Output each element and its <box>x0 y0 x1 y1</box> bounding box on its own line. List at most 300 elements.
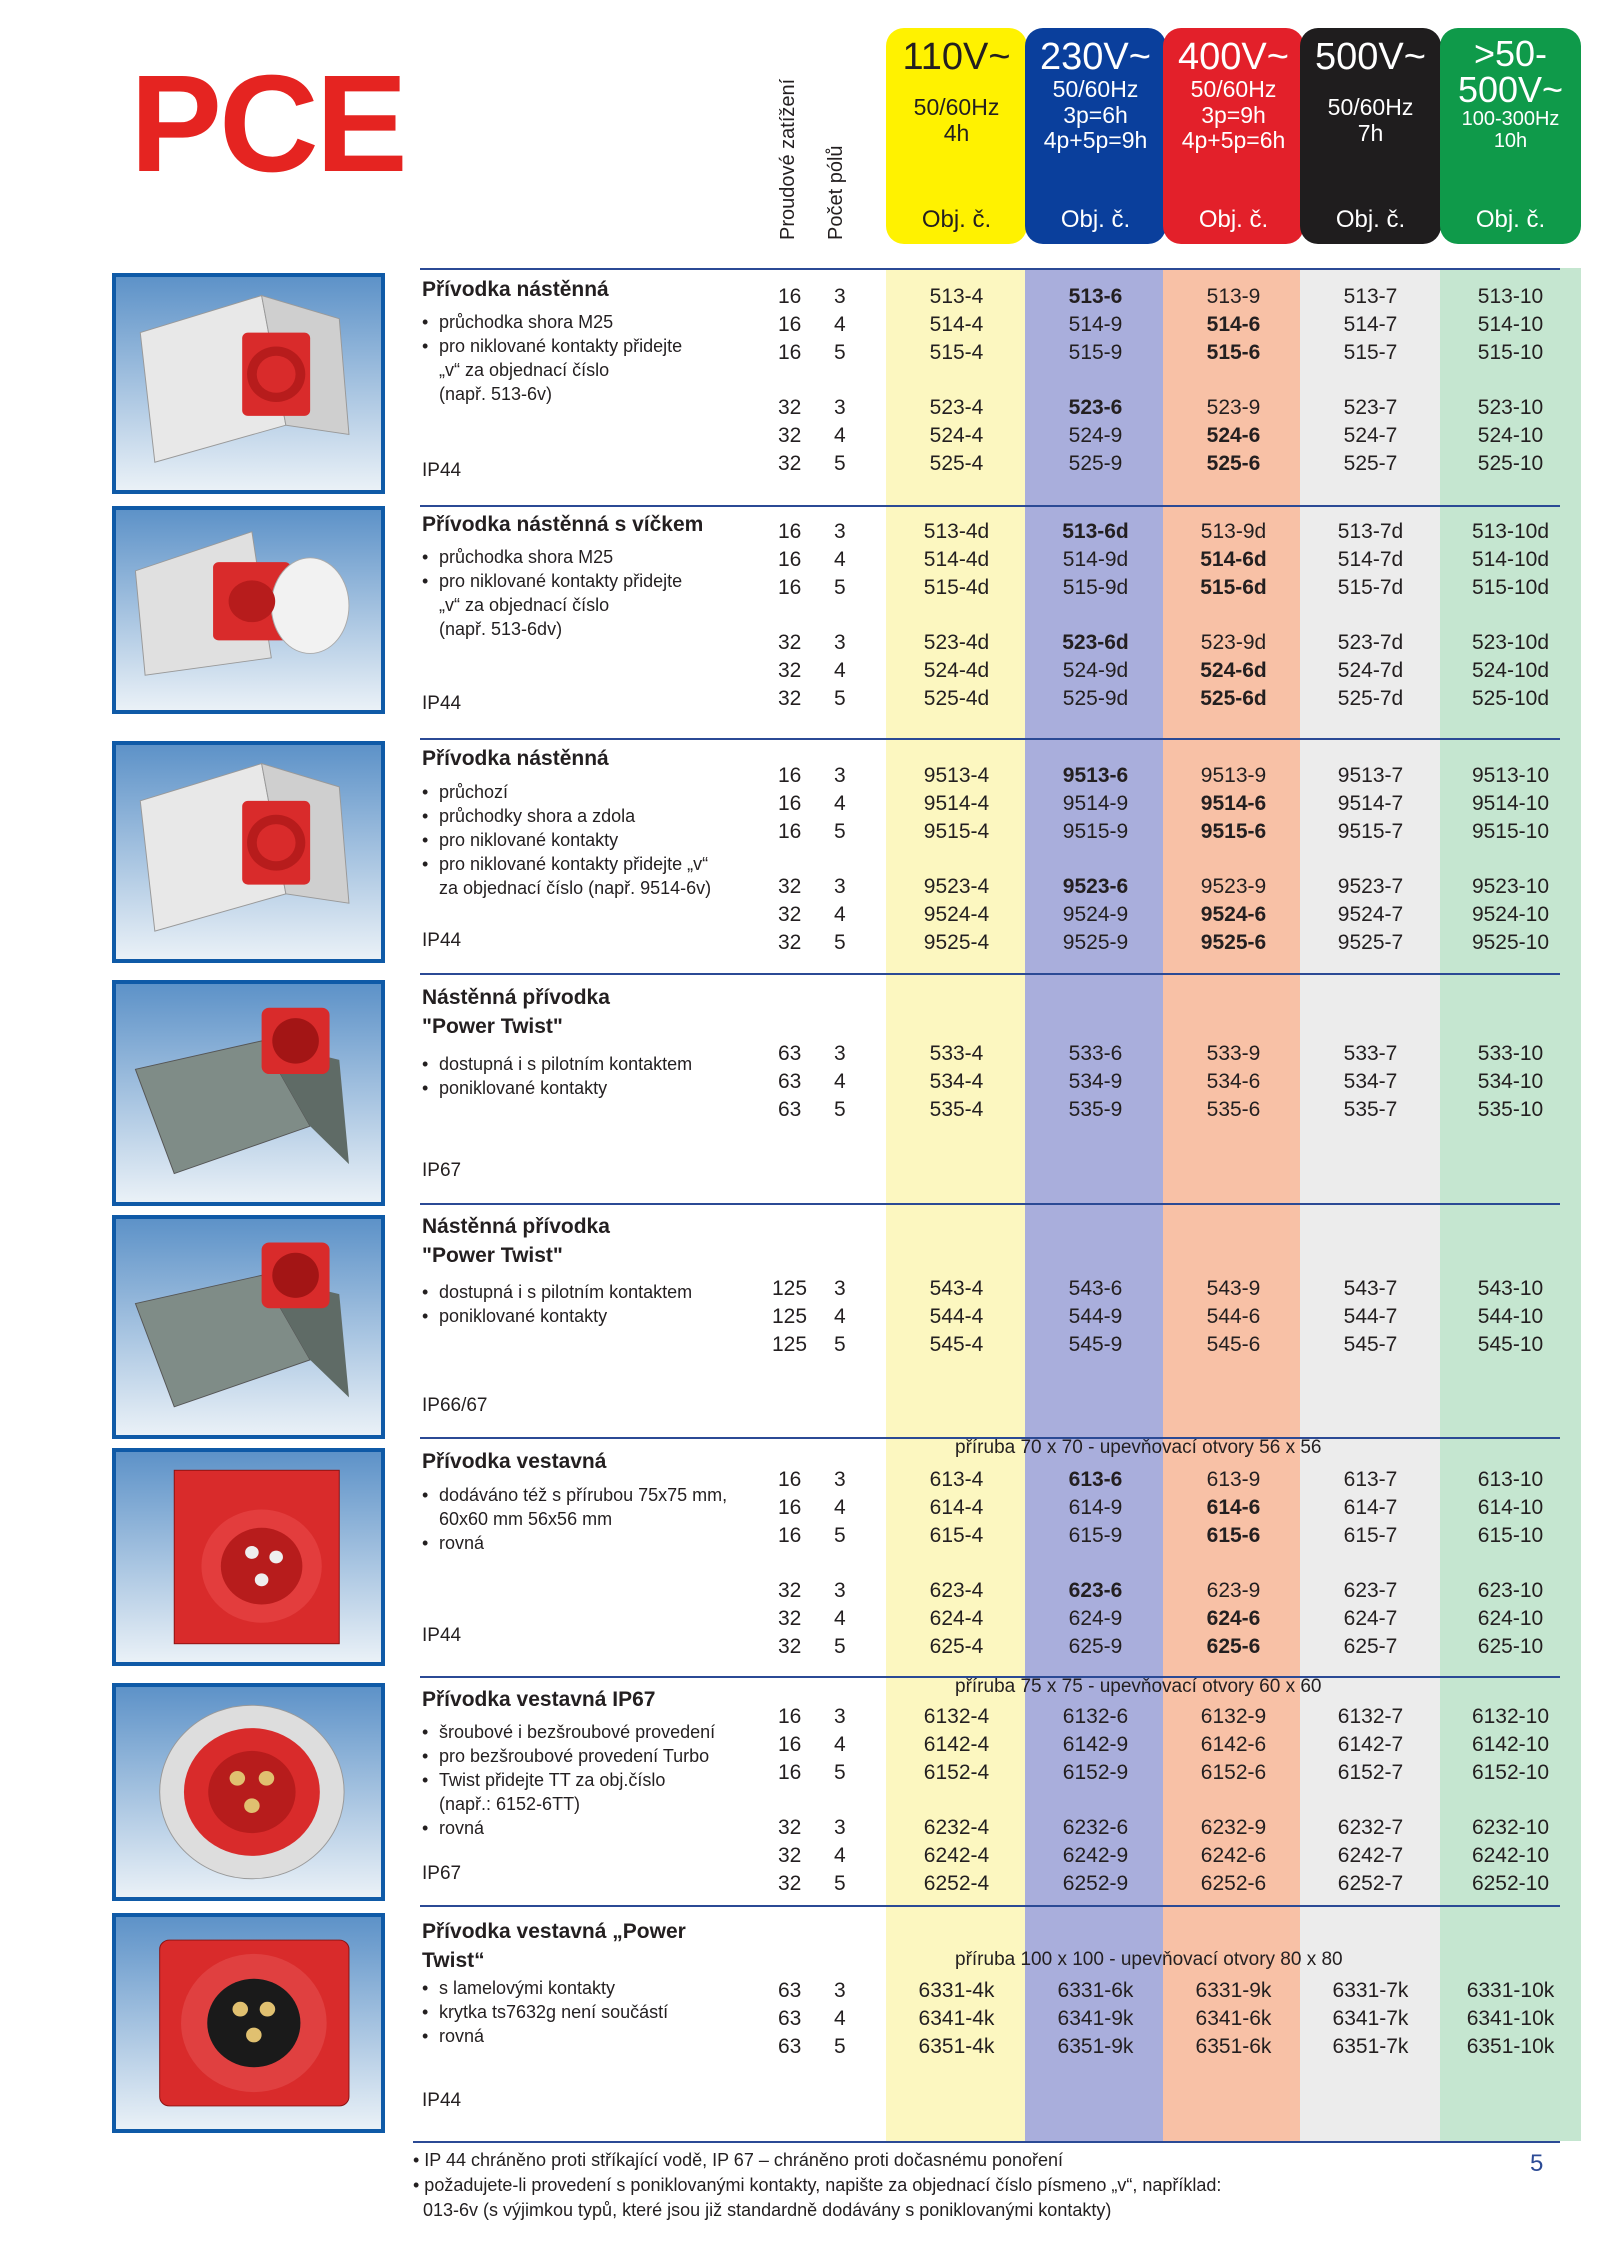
pole-count: 4 <box>834 1070 846 1093</box>
feature-item: • průchodka shora M25 <box>422 310 752 334</box>
product-features <box>422 780 752 900</box>
order-code: 545-4 <box>929 1333 984 1356</box>
feature-item: • průchozí <box>422 780 752 804</box>
voltage-label: 230V~ <box>1040 36 1151 78</box>
voltage-header-2 <box>1163 28 1304 244</box>
order-code: 524-6d <box>1200 659 1267 682</box>
order-code: 625-7 <box>1343 1635 1398 1658</box>
order-code: 513-10d <box>1471 520 1550 543</box>
ip-rating: IP66/67 <box>422 1395 488 1416</box>
order-code: 623-6 <box>1068 1579 1123 1602</box>
current-rating: 63 <box>778 2035 802 2058</box>
order-code: 514-6 <box>1206 313 1261 336</box>
product-title: Přívodka vestavná „Power Twist“ <box>422 1920 686 1972</box>
current-rating: 16 <box>778 764 802 787</box>
order-code: 523-9 <box>1206 396 1261 419</box>
current-rating: 16 <box>778 341 802 364</box>
order-code: 9514-10 <box>1471 792 1550 815</box>
order-code: 524-10 <box>1477 424 1544 447</box>
current-rating: 63 <box>778 1042 802 1065</box>
order-code: 515-6d <box>1200 576 1267 599</box>
frequency-label: 50/60Hz 3p=9h 4p+5p=6h <box>1181 75 1286 154</box>
order-code: 614-9 <box>1068 1496 1123 1519</box>
order-code: 6232-10 <box>1471 1816 1550 1839</box>
order-code: 544-10 <box>1477 1305 1544 1328</box>
section-divider <box>420 505 1560 507</box>
order-code: 533-7 <box>1343 1042 1398 1065</box>
pole-count: 3 <box>834 1816 846 1839</box>
order-code: 524-7 <box>1343 424 1398 447</box>
order-number-label: Obj. č. <box>1475 206 1546 233</box>
order-code: 535-10 <box>1477 1098 1544 1121</box>
product-photo <box>112 1683 385 1901</box>
feature-item: • pro bezšroubové provedení Turbo <box>422 1744 752 1768</box>
order-code: 6232-6 <box>1062 1816 1129 1839</box>
voltage-label: >50- 500V~ <box>1457 33 1564 110</box>
current-rating: 16 <box>778 1524 802 1547</box>
pole-count: 5 <box>834 1524 846 1547</box>
order-code: 513-6d <box>1062 520 1129 543</box>
product-features <box>422 1052 752 1100</box>
current-rating: 32 <box>778 1579 802 1602</box>
order-code: 624-7 <box>1343 1607 1398 1630</box>
order-code: 525-4 <box>929 452 984 475</box>
order-code: 6351-6k <box>1195 2035 1272 2058</box>
feature-item: (např. 513-6v) <box>439 384 553 404</box>
order-code: 514-9d <box>1062 548 1129 571</box>
order-code: 9524-7 <box>1337 903 1404 926</box>
order-code: 524-4 <box>929 424 984 447</box>
frequency-label: 50/60Hz 3p=6h 4p+5p=9h <box>1043 75 1148 154</box>
ip-rating: IP67 <box>422 1863 462 1884</box>
order-code: 523-4d <box>923 631 990 654</box>
current-rating-header: Proudové zatížení <box>777 78 799 240</box>
product-features <box>422 1976 752 2048</box>
order-code: 525-4d <box>923 687 990 710</box>
flange-note: příruba 100 x 100 - upevňovací otvory 80 x 80 <box>955 1949 1343 1970</box>
order-number-label: Obj. č. <box>1198 206 1269 233</box>
product-photo <box>112 741 385 963</box>
order-code: 9515-4 <box>923 820 990 843</box>
pole-count: 4 <box>834 2007 846 2030</box>
order-code: 515-7 <box>1343 341 1398 364</box>
order-code: 6252-4 <box>923 1872 990 1895</box>
order-code: 9515-9 <box>1062 820 1129 843</box>
order-code: 623-10 <box>1477 1579 1544 1602</box>
order-code: 514-4 <box>929 313 984 336</box>
order-code: 535-4 <box>929 1098 984 1121</box>
order-code: 6341-6k <box>1195 2007 1272 2030</box>
order-code: 534-7 <box>1343 1070 1398 1093</box>
order-number-label: Obj. č. <box>1060 206 1131 233</box>
section-divider <box>420 738 1560 740</box>
order-code: 614-4 <box>929 1496 984 1519</box>
pole-count: 5 <box>834 452 846 475</box>
order-code: 625-10 <box>1477 1635 1544 1658</box>
feature-item: • rovná <box>422 1531 752 1555</box>
order-code: 523-6 <box>1068 396 1123 419</box>
flange-note: příruba 75 x 75 - upevňovací otvory 60 x 60 <box>955 1676 1322 1697</box>
current-rating: 63 <box>778 2007 802 2030</box>
order-code: 6152-9 <box>1062 1761 1129 1784</box>
order-code: 513-6 <box>1068 285 1123 308</box>
order-code: 6341-7k <box>1332 2007 1409 2030</box>
order-code: 544-7 <box>1343 1305 1398 1328</box>
pole-count: 4 <box>834 792 846 815</box>
feature-item: • průchodky shora a zdola <box>422 804 752 828</box>
order-code: 6232-4 <box>923 1816 990 1839</box>
order-code: 523-4 <box>929 396 984 419</box>
order-code: 543-7 <box>1343 1277 1398 1300</box>
product-features <box>422 1720 752 1840</box>
order-code: 534-10 <box>1477 1070 1544 1093</box>
order-code: 514-6d <box>1200 548 1267 571</box>
feature-item: „v“ za objednací číslo <box>439 360 610 380</box>
pole-count: 3 <box>834 1042 846 1065</box>
order-code: 6132-10 <box>1471 1705 1550 1728</box>
pole-count: 3 <box>834 396 846 419</box>
order-code: 9513-7 <box>1337 764 1404 787</box>
feature-item: „v“ za objednací číslo <box>439 595 610 615</box>
current-rating: 16 <box>778 576 802 599</box>
pole-count: 5 <box>834 931 846 954</box>
order-code: 625-4 <box>929 1635 984 1658</box>
order-code: 513-9 <box>1206 285 1261 308</box>
section-divider <box>420 268 1560 270</box>
order-code: 6242-9 <box>1062 1844 1129 1867</box>
ip-rating: IP44 <box>422 930 462 951</box>
current-rating: 16 <box>778 1761 802 1784</box>
product-features <box>422 1280 752 1328</box>
pole-count: 5 <box>834 576 846 599</box>
footer-note-ip: • IP 44 chráněno proti stříkající vodě, IP 67 – chráněno proti dočasnému ponoření <box>413 2150 1064 2170</box>
order-code: 6152-10 <box>1471 1761 1550 1784</box>
order-code: 523-6d <box>1062 631 1129 654</box>
product-features <box>422 310 752 406</box>
product-photo <box>112 506 385 714</box>
order-code: 9523-10 <box>1471 875 1550 898</box>
order-code: 9524-6 <box>1200 903 1267 926</box>
order-code: 613-10 <box>1477 1468 1544 1491</box>
order-code: 523-10d <box>1471 631 1550 654</box>
order-code: 6232-9 <box>1200 1816 1267 1839</box>
order-code: 9524-10 <box>1471 903 1550 926</box>
voltage-label: 110V~ <box>902 36 1011 78</box>
current-rating: 32 <box>778 1635 802 1658</box>
order-code: 6142-7 <box>1337 1733 1404 1756</box>
order-code: 615-4 <box>929 1524 984 1547</box>
pole-count: 3 <box>834 1705 846 1728</box>
current-rating: 63 <box>778 1098 802 1121</box>
voltage-header-0 <box>886 28 1027 244</box>
pole-count: 3 <box>834 285 846 308</box>
frequency-label: 50/60Hz 7h <box>1327 93 1414 146</box>
pole-count: 3 <box>834 1277 846 1300</box>
product-title: Nástěnná přívodka "Power Twist" <box>422 986 610 1038</box>
order-code: 9523-7 <box>1337 875 1404 898</box>
order-code: 623-4 <box>929 1579 984 1602</box>
feature-item: • pro niklované kontakty přidejte <box>422 334 752 358</box>
order-code: 513-7 <box>1343 285 1398 308</box>
order-number-label: Obj. č. <box>921 206 992 233</box>
order-code: 513-9d <box>1200 520 1267 543</box>
order-code: 6351-9k <box>1057 2035 1134 2058</box>
order-code: 9525-6 <box>1200 931 1267 954</box>
order-code: 525-7d <box>1337 687 1404 710</box>
current-rating: 125 <box>772 1333 808 1356</box>
order-code: 9514-6 <box>1200 792 1267 815</box>
product-photo <box>112 1448 385 1666</box>
order-code: 545-7 <box>1343 1333 1398 1356</box>
order-code: 513-4d <box>923 520 990 543</box>
order-code: 6252-10 <box>1471 1872 1550 1895</box>
current-rating: 125 <box>772 1305 808 1328</box>
order-code: 515-9 <box>1068 341 1123 364</box>
order-code: 523-9d <box>1200 631 1267 654</box>
order-code: 514-9 <box>1068 313 1123 336</box>
product-photo <box>112 1215 385 1439</box>
order-code: 523-10 <box>1477 396 1544 419</box>
pole-count: 4 <box>834 903 846 926</box>
order-code: 9514-4 <box>923 792 990 815</box>
feature-item: • pro niklované kontakty přidejte <box>422 569 752 593</box>
pole-count: 4 <box>834 1607 846 1630</box>
current-rating: 32 <box>778 903 802 926</box>
current-rating: 32 <box>778 687 802 710</box>
order-code: 6132-4 <box>923 1705 990 1728</box>
order-code: 515-9d <box>1062 576 1129 599</box>
pole-count: 3 <box>834 1979 846 2002</box>
current-rating: 32 <box>778 424 802 447</box>
current-rating: 32 <box>778 1607 802 1630</box>
order-code: 525-10 <box>1477 452 1544 475</box>
order-code: 9523-4 <box>923 875 990 898</box>
order-code: 534-6 <box>1206 1070 1261 1093</box>
order-code: 615-10 <box>1477 1524 1544 1547</box>
order-code: 624-10 <box>1477 1607 1544 1630</box>
footer-notes <box>413 2148 1221 2223</box>
current-rating: 16 <box>778 548 802 571</box>
order-code: 545-9 <box>1068 1333 1123 1356</box>
order-code: 6341-9k <box>1057 2007 1134 2030</box>
order-code: 515-10d <box>1471 576 1550 599</box>
order-code: 514-10 <box>1477 313 1544 336</box>
feature-item: (např.: 6152-6TT) <box>439 1794 581 1814</box>
order-code: 613-7 <box>1343 1468 1398 1491</box>
order-code: 9523-6 <box>1062 875 1129 898</box>
order-code: 9525-4 <box>923 931 990 954</box>
product-title: Přívodka vestavná <box>422 1450 607 1473</box>
current-rating: 16 <box>778 313 802 336</box>
pole-count-header: Počet pólů <box>825 145 847 240</box>
order-code: 615-6 <box>1206 1524 1261 1547</box>
current-rating: 32 <box>778 396 802 419</box>
ip-rating: IP67 <box>422 1160 462 1181</box>
order-code: 6152-4 <box>923 1761 990 1784</box>
order-code: 6351-4k <box>918 2035 995 2058</box>
voltage-header-3 <box>1300 28 1441 244</box>
order-code: 624-9 <box>1068 1607 1123 1630</box>
order-code: 6142-6 <box>1200 1733 1267 1756</box>
order-code: 513-7d <box>1337 520 1404 543</box>
pole-count: 3 <box>834 1579 846 1602</box>
order-code: 514-7 <box>1343 313 1398 336</box>
current-rating: 16 <box>778 1496 802 1519</box>
current-rating: 32 <box>778 875 802 898</box>
pole-count: 4 <box>834 1496 846 1519</box>
order-code: 535-7 <box>1343 1098 1398 1121</box>
order-code: 515-10 <box>1477 341 1544 364</box>
feature-item: • dostupná i s pilotním kontaktem <box>422 1280 752 1304</box>
feature-item: za objednací číslo (např. 9514-6v) <box>439 878 712 898</box>
order-code: 514-4d <box>923 548 990 571</box>
pole-count: 4 <box>834 424 846 447</box>
order-code: 525-6 <box>1206 452 1261 475</box>
order-code: 513-4 <box>929 285 984 308</box>
product-photo <box>112 1913 385 2133</box>
feature-item: • s lamelovými kontakty <box>422 1976 752 2000</box>
current-rating: 32 <box>778 1844 802 1867</box>
order-code: 614-6 <box>1206 1496 1261 1519</box>
order-code: 525-6d <box>1200 687 1267 710</box>
section-divider <box>420 973 1560 975</box>
order-code: 623-7 <box>1343 1579 1398 1602</box>
order-code: 543-9 <box>1206 1277 1261 1300</box>
order-code: 533-6 <box>1068 1042 1123 1065</box>
order-code: 6242-10 <box>1471 1844 1550 1867</box>
pole-count: 4 <box>834 1844 846 1867</box>
current-rating: 16 <box>778 1733 802 1756</box>
order-code: 524-9d <box>1062 659 1129 682</box>
order-code: 544-6 <box>1206 1305 1261 1328</box>
pole-count: 5 <box>834 1333 846 1356</box>
order-code: 614-7 <box>1343 1496 1398 1519</box>
order-code: 613-9 <box>1206 1468 1261 1491</box>
order-code: 6341-4k <box>918 2007 995 2030</box>
order-code: 523-7d <box>1337 631 1404 654</box>
order-code: 9515-7 <box>1337 820 1404 843</box>
section-divider <box>420 1203 1560 1205</box>
product-features <box>422 545 752 641</box>
order-code: 625-6 <box>1206 1635 1261 1658</box>
order-code: 9525-9 <box>1062 931 1129 954</box>
order-code: 6132-6 <box>1062 1705 1129 1728</box>
pole-count: 4 <box>834 1733 846 1756</box>
order-code: 9513-6 <box>1062 764 1129 787</box>
order-code: 533-4 <box>929 1042 984 1065</box>
order-code: 9514-9 <box>1062 792 1129 815</box>
pole-count: 5 <box>834 1098 846 1121</box>
order-code: 9513-10 <box>1471 764 1550 787</box>
order-code: 6252-6 <box>1200 1872 1267 1895</box>
order-code: 6142-4 <box>923 1733 990 1756</box>
order-code: 513-10 <box>1477 285 1544 308</box>
current-rating: 32 <box>778 452 802 475</box>
order-code: 615-9 <box>1068 1524 1123 1547</box>
order-code: 9524-4 <box>923 903 990 926</box>
order-code: 9525-7 <box>1337 931 1404 954</box>
order-code: 544-4 <box>929 1305 984 1328</box>
feature-item: • průchodka shora M25 <box>422 545 752 569</box>
order-code: 524-4d <box>923 659 990 682</box>
order-code: 543-6 <box>1068 1277 1123 1300</box>
pole-count: 3 <box>834 520 846 543</box>
order-code: 9525-10 <box>1471 931 1550 954</box>
frequency-label: 50/60Hz 4h <box>913 93 1000 146</box>
current-rating: 63 <box>778 1070 802 1093</box>
order-code: 543-4 <box>929 1277 984 1300</box>
product-photo <box>112 980 385 1206</box>
order-code: 533-10 <box>1477 1042 1544 1065</box>
section-divider <box>420 1905 1560 1907</box>
feature-item: • šroubové i bezšroubové provedení <box>422 1720 752 1744</box>
order-code: 613-6 <box>1068 1468 1123 1491</box>
order-code: 9513-9 <box>1200 764 1267 787</box>
order-code: 6331-9k <box>1195 1979 1272 2002</box>
order-code: 6351-7k <box>1332 2035 1409 2058</box>
pole-count: 4 <box>834 1305 846 1328</box>
order-code: 523-7 <box>1343 396 1398 419</box>
voltage-header-4 <box>1440 28 1581 244</box>
order-code: 515-4 <box>929 341 984 364</box>
order-code: 6242-6 <box>1200 1844 1267 1867</box>
page-number: 5 <box>1530 2150 1544 2177</box>
feature-item: • rovná <box>422 2024 752 2048</box>
product-title: Přívodka nástěnná <box>422 747 609 770</box>
order-code: 6152-7 <box>1337 1761 1404 1784</box>
order-code: 623-9 <box>1206 1579 1261 1602</box>
pole-count: 4 <box>834 548 846 571</box>
footer-note-nickel-cont: 013-6v (s výjimkou typů, které jsou již standardně dodávány s poniklovanými kontakty) <box>413 2200 1112 2220</box>
order-code: 6252-7 <box>1337 1872 1404 1895</box>
order-code: 545-6 <box>1206 1333 1261 1356</box>
order-code: 544-9 <box>1068 1305 1123 1328</box>
feature-item: • Twist přidejte TT za obj.číslo <box>422 1768 752 1792</box>
order-number-label: Obj. č. <box>1335 206 1406 233</box>
current-rating: 16 <box>778 1705 802 1728</box>
order-code: 6331-7k <box>1332 1979 1409 2002</box>
ip-rating: IP44 <box>422 1625 462 1646</box>
order-code: 6132-7 <box>1337 1705 1404 1728</box>
order-code: 514-7d <box>1337 548 1404 571</box>
pole-count: 5 <box>834 1761 846 1784</box>
current-rating: 32 <box>778 931 802 954</box>
product-title: Přívodka vestavná IP67 <box>422 1688 656 1711</box>
pole-count: 5 <box>834 341 846 364</box>
footer-note-nickel: • požadujete-li provedení s poniklovanými kontakty, napište za objednací číslo písmeno „v“, například: <box>413 2175 1222 2195</box>
feature-item: • dodáváno též s přírubou 75x75 mm, <box>422 1483 752 1507</box>
order-code: 543-10 <box>1477 1277 1544 1300</box>
order-code: 6331-4k <box>918 1979 995 2002</box>
order-code: 524-6 <box>1206 424 1261 447</box>
product-title: Přívodka nástěnná s víčkem <box>422 513 704 536</box>
pole-count: 3 <box>834 875 846 898</box>
order-code: 6341-10k <box>1466 2007 1555 2030</box>
order-code: 515-6 <box>1206 341 1261 364</box>
order-code: 524-9 <box>1068 424 1123 447</box>
current-rating: 32 <box>778 1872 802 1895</box>
pole-count: 4 <box>834 659 846 682</box>
ip-rating: IP44 <box>422 2090 462 2111</box>
product-features <box>422 1483 752 1555</box>
feature-item: • pro niklované kontakty přidejte „v“ <box>422 852 752 876</box>
current-rating: 16 <box>778 520 802 543</box>
ip-rating: IP44 <box>422 693 462 714</box>
order-code: 6331-6k <box>1057 1979 1134 2002</box>
voltage-label: 500V~ <box>1315 36 1426 78</box>
order-code: 6232-7 <box>1337 1816 1404 1839</box>
pole-count: 5 <box>834 687 846 710</box>
